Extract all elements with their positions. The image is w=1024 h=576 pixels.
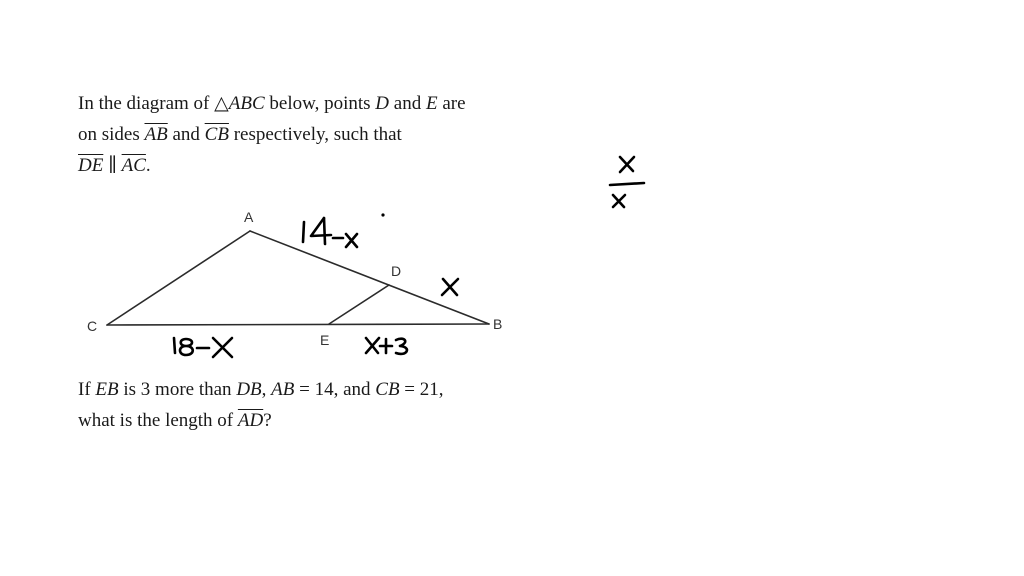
text: are <box>437 93 466 114</box>
intro-line-3 <box>78 150 466 181</box>
ab-text: AB <box>271 379 295 400</box>
intro-line-1 <box>78 88 466 119</box>
question-line-2 <box>78 405 444 436</box>
triangle-symbol: △ <box>214 93 229 114</box>
intro-line-2 <box>78 119 466 150</box>
question-line-1 <box>78 374 444 405</box>
parallel-symbol: ∥ <box>103 155 122 176</box>
text: ? <box>263 410 272 431</box>
eb-text: EB <box>95 379 119 400</box>
side-cb <box>107 324 489 325</box>
text: below, points <box>264 93 376 114</box>
vertex-label-c: C <box>87 318 98 334</box>
side-cb-text: $\overline{CB}$ <box>204 124 229 145</box>
text: and <box>167 124 205 145</box>
vertex-label-a: A <box>244 209 254 225</box>
annotation-eb-length <box>366 338 407 354</box>
ad-text: $\overline{AD}$ <box>237 410 264 431</box>
vertex-label-e: E <box>320 332 330 348</box>
side-ab-text: $\overline{AB}$ <box>144 124 168 145</box>
triangle-name: ABC <box>228 93 265 114</box>
text: and <box>389 93 426 114</box>
text: = 14, and <box>294 379 376 400</box>
text: = 21, <box>399 379 444 400</box>
vertex-label-d: D <box>391 263 402 279</box>
text: In the diagram of <box>78 93 215 114</box>
question-statement <box>78 374 444 436</box>
problem-statement <box>78 88 466 181</box>
text: is 3 more than <box>118 379 237 400</box>
text: on sides <box>78 124 145 145</box>
annotation-fraction <box>610 157 644 207</box>
text: If <box>78 379 96 400</box>
text: what is the length of <box>78 410 238 431</box>
text: , <box>261 379 272 400</box>
point-d-text: D <box>375 93 390 114</box>
annotation-ce-length <box>174 338 232 357</box>
fraction-denominator <box>613 195 625 207</box>
ink-dot <box>381 213 384 216</box>
text: . <box>145 155 151 176</box>
cb-text: CB <box>375 379 400 400</box>
point-e-text: E <box>425 93 438 114</box>
side-ab <box>250 231 489 324</box>
vertex-label-b: B <box>493 316 503 332</box>
text: respectively, such that <box>228 124 402 145</box>
side-ca <box>107 231 250 325</box>
db-text: DB <box>236 379 262 400</box>
segment-de-text: $\overline{DE}$ <box>78 155 104 176</box>
annotation-ad-length <box>303 218 357 247</box>
segment-ac-text: $\overline{AC}$ <box>121 155 146 176</box>
segment-de <box>329 285 389 324</box>
annotation-db-length <box>442 279 458 295</box>
fraction-numerator <box>620 157 634 172</box>
fraction-bar <box>610 183 644 185</box>
